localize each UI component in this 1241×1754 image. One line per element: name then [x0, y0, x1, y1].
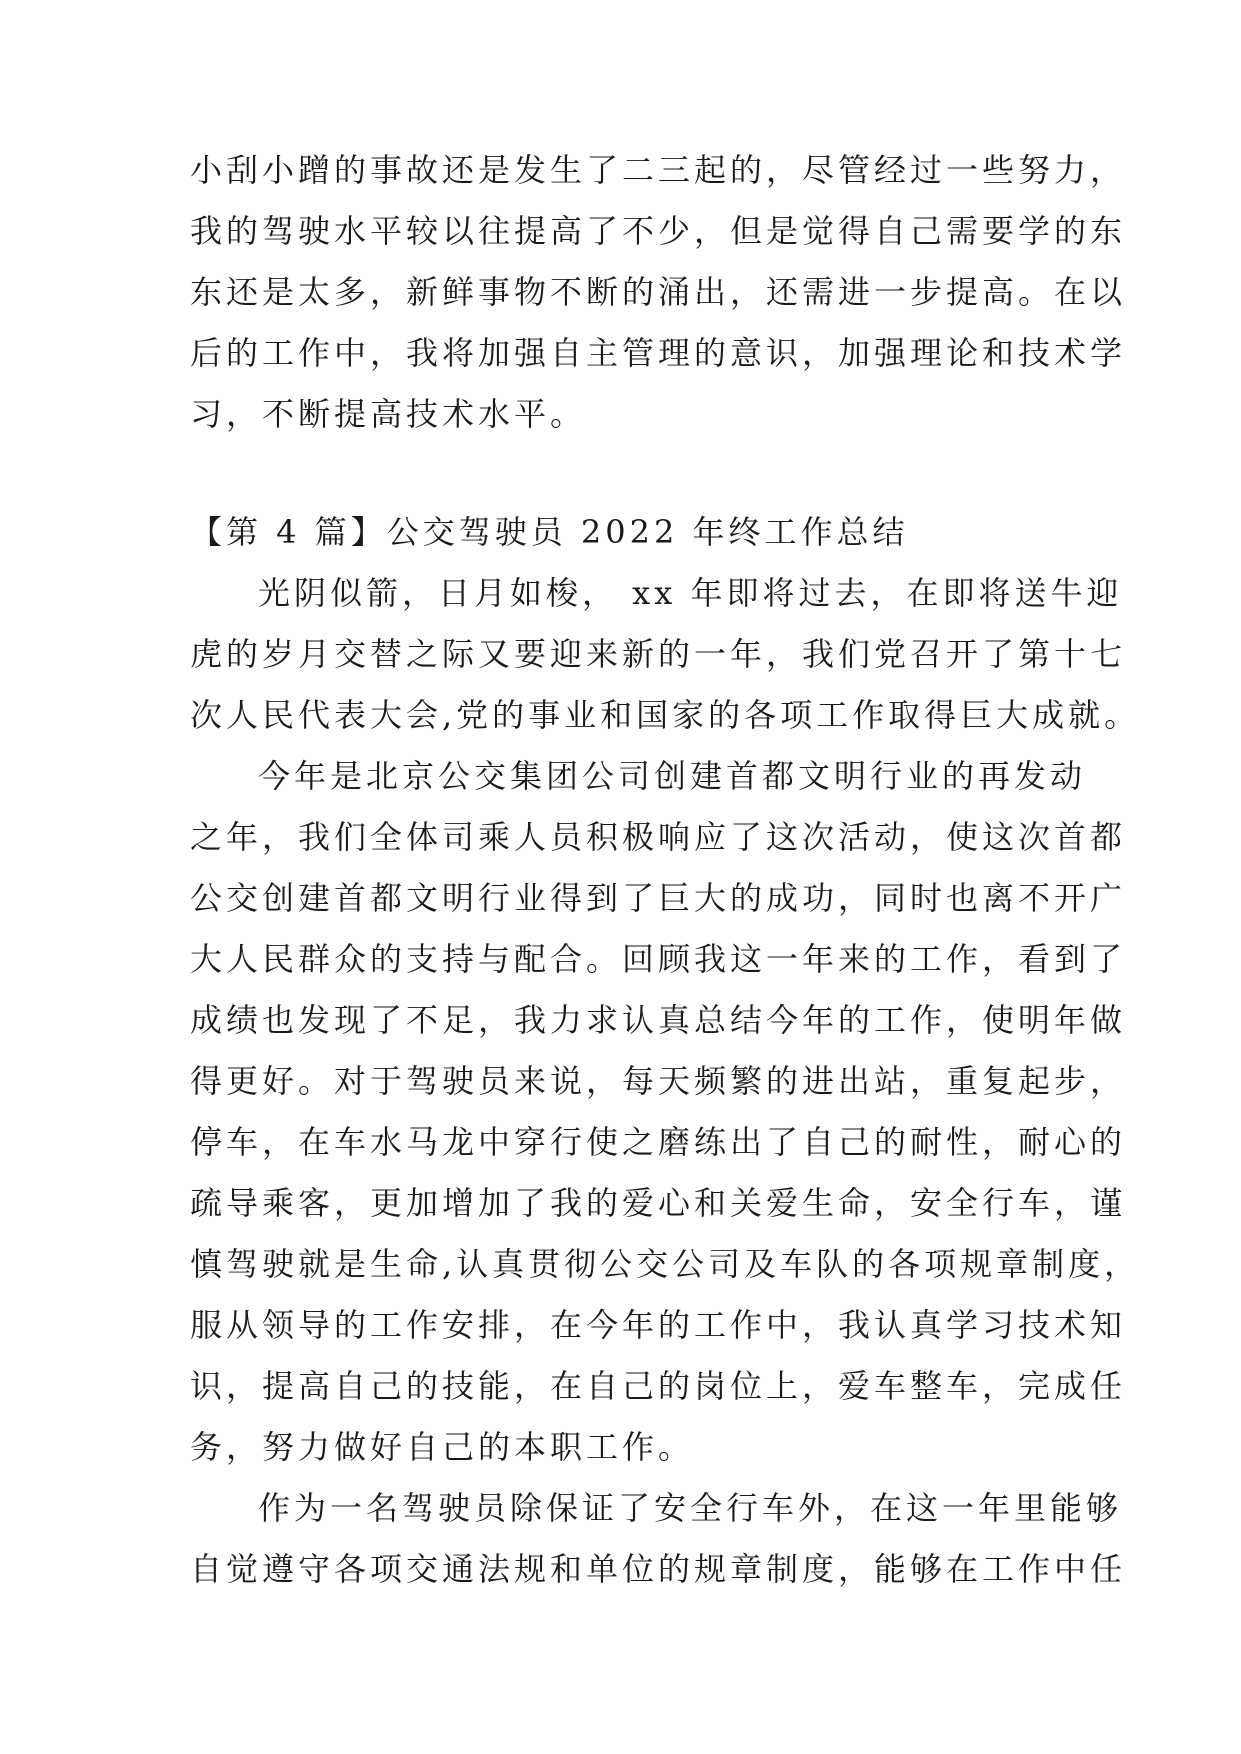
text-line: 大人民群众的支持与配合。回顾我这一年来的工作，看到了: [190, 940, 1127, 978]
text-line: 我的驾驶水平较以往提高了不少，但是觉得自己需要学的东: [190, 212, 1127, 250]
text-line: 光阴似箭，日月如梭， xx 年即将过去，在即将送牛迎: [258, 574, 1123, 612]
text-line: 小刮小蹭的事故还是发生了二三起的，尽管经过一些努力，: [190, 151, 1127, 189]
text-line: 后的工作中，我将加强自主管理的意识，加强理论和技术学: [190, 334, 1127, 372]
text-line: 疏导乘客，更加增加了我的爱心和关爱生命，安全行车，谨: [190, 1184, 1127, 1222]
text-line: 得更好。对于驾驶员来说，每天频繁的进出站，重复起步，: [190, 1062, 1127, 1100]
text-line: 今年是北京公交集团公司创建首都文明行业的再发动: [258, 757, 1087, 795]
text-line: 公交创建首都文明行业得到了巨大的成功，同时也离不开广: [190, 879, 1127, 917]
text-line: 停车，在车水马龙中穿行使之磨练出了自己的耐性，耐心的: [190, 1123, 1127, 1161]
text-line: 自觉遵守各项交通法规和单位的规章制度，能够在工作中任: [190, 1550, 1127, 1588]
text-line: 识，提高自己的技能，在自己的岗位上，爱车整车，完成任: [190, 1367, 1127, 1405]
text-line: 习，不断提高技术水平。: [190, 395, 587, 433]
text-line: 东还是太多，新鲜事物不断的涌出，还需进一步提高。在以: [190, 273, 1127, 311]
text-line: 次人民代表大会,党的事业和国家的各项工作取得巨大成就。: [190, 696, 1141, 734]
text-line: 成绩也发现了不足，我力求认真总结今年的工作，使明年做: [190, 1001, 1127, 1039]
section-heading: 【第 4 篇】公交驾驶员 2022 年终工作总结: [190, 513, 909, 551]
text-line: 服从领导的工作安排，在今年的工作中，我认真学习技术知: [190, 1306, 1127, 1344]
text-line: 作为一名驾驶员除保证了安全行车外，在这一年里能够: [258, 1489, 1123, 1527]
text-line: 慎驾驶就是生命,认真贯彻公交公司及车队的各项规章制度，: [190, 1245, 1141, 1283]
text-line: 虎的岁月交替之际又要迎来新的一年，我们党召开了第十七: [190, 635, 1127, 673]
text-line: 务，努力做好自己的本职工作。: [190, 1428, 695, 1466]
text-line: 之年，我们全体司乘人员积极响应了这次活动，使这次首都: [190, 818, 1127, 856]
